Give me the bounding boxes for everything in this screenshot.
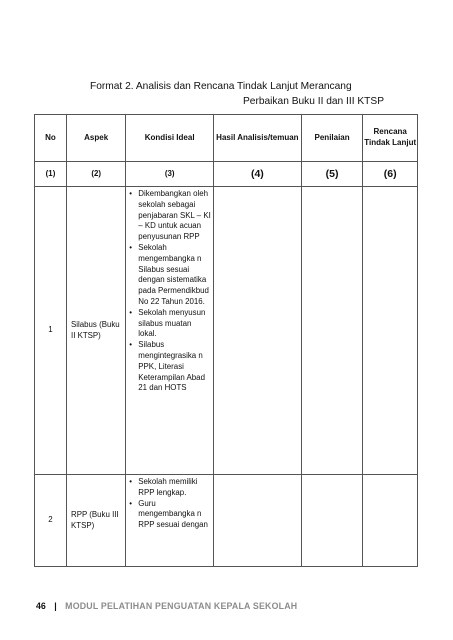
header-penilaian: Penilaian: [301, 115, 363, 162]
kondisi-item: • Sekolah menyusun silabus muatan lokal.: [129, 308, 211, 340]
row-penilaian-cell[interactable]: [301, 475, 363, 567]
kondisi-item: • Dikembangkan oleh sekolah sebagai penjabaran SKL – KI – KD untuk acuan penyusunan RPP: [129, 189, 211, 243]
row-aspek: Silabus (Buku II KTSP): [67, 187, 126, 475]
document-title: [60, 79, 390, 109]
analysis-table: [34, 114, 418, 567]
row-rencana-cell[interactable]: [363, 187, 418, 475]
header-aspek: Aspek: [67, 115, 126, 162]
header-kondisi-ideal: Kondisi Ideal: [126, 115, 214, 162]
header-hasil-analisis: Hasil Analisis/temuan: [214, 115, 302, 162]
title-line-1: Format 2. Analisis dan Rencana Tindak Lanjut Merancang: [90, 81, 352, 92]
row-kondisi-ideal: [126, 187, 214, 475]
table-row: [35, 187, 418, 475]
column-number: (3): [126, 162, 214, 187]
kondisi-item: • Sekolah memiliki RPP lengkap.: [129, 477, 211, 499]
column-number: (4): [214, 162, 302, 187]
table-row: [35, 475, 418, 567]
title-line-2: Perbaikan Buku II dan III KTSP: [242, 96, 384, 107]
row-rencana-cell[interactable]: [363, 475, 418, 567]
column-number-row: [35, 162, 418, 187]
footer-title: MODUL PELATIHAN PENGUATAN KEPALA SEKOLAH: [65, 601, 298, 611]
header-rencana-tindak-lanjut: Rencana Tindak Lanjut: [363, 115, 418, 162]
footer-separator: |: [54, 601, 57, 611]
header-no: No: [35, 115, 67, 162]
row-number: 1: [35, 187, 67, 475]
row-kondisi-ideal: [126, 475, 214, 567]
page-number: 46: [36, 601, 46, 611]
row-aspek: RPP (Buku III KTSP): [67, 475, 126, 567]
row-number: 2: [35, 475, 67, 567]
row-hasil-cell[interactable]: [214, 187, 302, 475]
row-penilaian-cell[interactable]: [301, 187, 363, 475]
column-number: (2): [67, 162, 126, 187]
kondisi-item: • Sekolah mengembangka n Silabus sesuai dengan sistematika pada Permendikbud No 22 Tahun 2016.: [129, 243, 211, 308]
table-header-row: [35, 115, 418, 162]
column-number: (5): [301, 162, 363, 187]
kondisi-item: • Silabus mengintegrasika n PPK, Literasi Keterampilan Abad 21 dan HOTS: [129, 340, 211, 394]
page-footer: [36, 601, 297, 611]
column-number: (1): [35, 162, 67, 187]
row-hasil-cell[interactable]: [214, 475, 302, 567]
kondisi-item: • Guru mengembangka n RPP sesuai dengan: [129, 499, 211, 531]
column-number: (6): [363, 162, 418, 187]
